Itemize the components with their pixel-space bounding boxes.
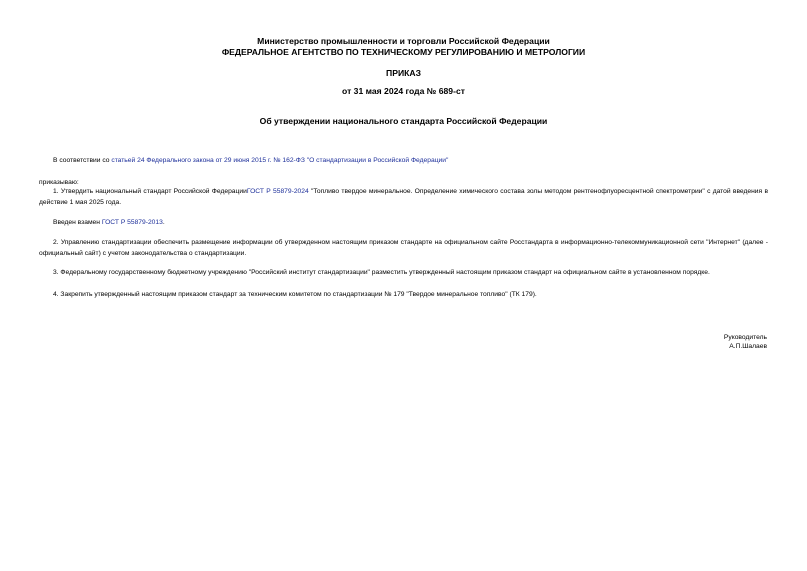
intro-paragraph [39, 156, 768, 167]
ministry-title: Министерство промышленности и торговли Российской Федерации [257, 36, 550, 46]
item-1-paragraph [39, 187, 768, 208]
replaced-paragraph [39, 218, 768, 229]
item-1-prefix: 1. Утвердить национальный стандарт Российской Федерации [53, 188, 247, 195]
document-type: ПРИКАЗ [386, 68, 421, 78]
order-word: приказываю: [39, 179, 79, 186]
item-3-paragraph: 3. Федеральному государственному бюджетному учреждению "Российский институт стандартизации" разместить утвержденный настоящим приказом стандарт на официальном сайте в установленном порядке. [53, 269, 710, 276]
gost-2013-link[interactable]: ГОСТ Р 55879-2013 [101, 219, 163, 226]
signature-name: А.П.Шалаев [729, 343, 767, 350]
federal-law-link[interactable]: статьей 24 Федерального закона от 29 июня 2015 г. № 162-ФЗ "О стандартизации в Российской Федерации" [111, 157, 449, 164]
intro-prefix: В соответствии со [53, 157, 112, 164]
document-subject: Об утверждении национального стандарта Российской Федерации [259, 116, 548, 126]
signature-position: Руководитель [723, 334, 767, 341]
item-4-paragraph: 4. Закрепить утвержденный настоящим приказом стандарт за техническим комитетом по стандартизации № 179 "Твердое минеральное топливо" (ТК 179). [53, 291, 537, 298]
agency-title: ФЕДЕРАЛЬНОЕ АГЕНТСТВО ПО ТЕХНИЧЕСКОМУ РЕГУЛИРОВАНИЮ И МЕТРОЛОГИИ [221, 47, 586, 57]
gost-2024-link[interactable]: ГОСТ Р 55879-2024 [246, 188, 309, 195]
replaced-suffix: . [162, 219, 165, 226]
replaced-prefix: Введен взамен [53, 219, 102, 226]
item-1-suffix: "Топливо твердое минеральное. Определение химического состава золы методом рентгенофлуоресцентной спектрометрии" с датой введения в действие 1 мая 2025 года. [39, 188, 768, 206]
item-2-paragraph: 2. Управлению стандартизации обеспечить размещение информации об утвержденном настоящим приказом стандарте на официальном сайте Росстандарта в информационно-телекоммуникационной сети "Интернет" (далее - официальный сайт) с учетом законодательства о стандартизации. [39, 239, 768, 257]
document-date-number: от 31 мая 2024 года № 689-ст [342, 86, 465, 96]
